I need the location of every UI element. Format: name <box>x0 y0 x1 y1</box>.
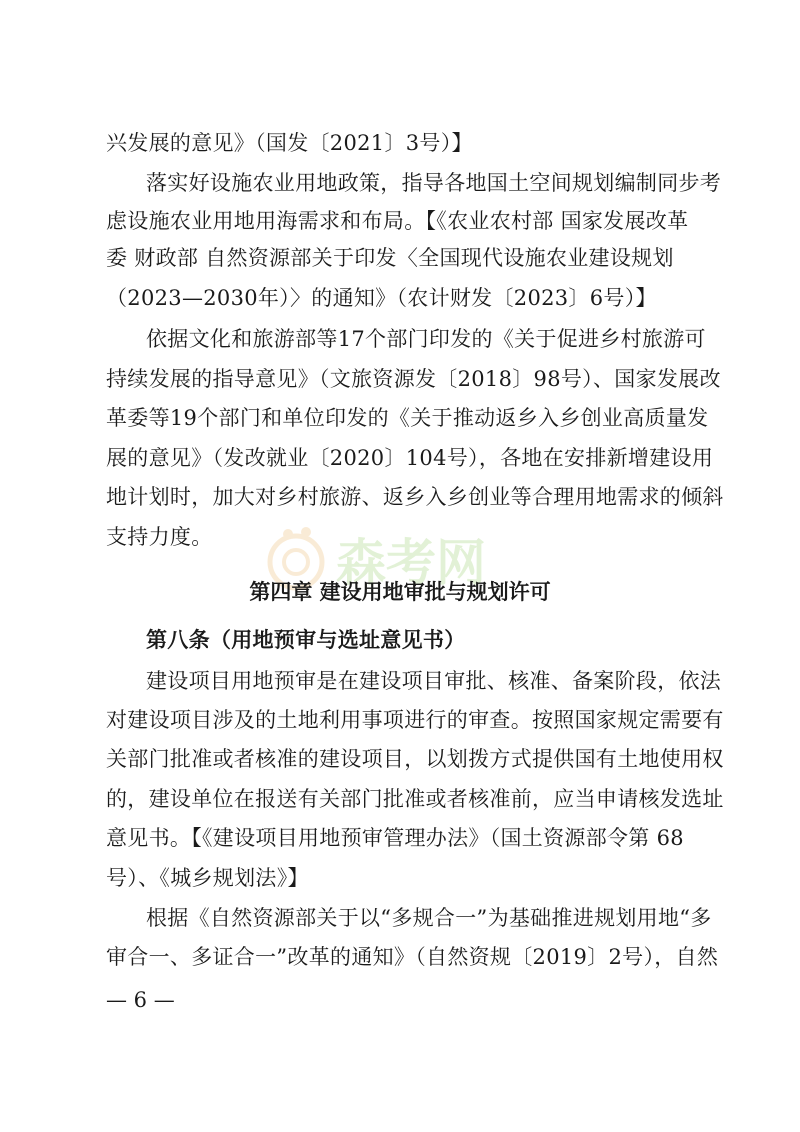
paragraph-line: 根据《自然资源部关于以“多规合一”为基础推进规划用地“多 <box>146 906 712 930</box>
paragraph-line: 落实好设施农业用地政策，指导各地国土空间规划编制同步考 <box>146 171 722 195</box>
paragraph-line: 委 财政部 自然资源部关于印发〈全国现代设施农业建设规划 <box>106 246 674 270</box>
paragraph-line: 建设项目用地预审是在建设项目审批、核准、备案阶段，依法 <box>146 669 722 693</box>
paragraph-line: 革委等19个部门和单位印发的《关于推动返乡入乡创业高质量发 <box>106 406 709 430</box>
paragraph-line: 持续发展的指导意见》（文旅资源发〔2018〕98号）、国家发展改 <box>106 367 721 391</box>
paragraph-line: 审合一、多证合一”改革的通知》（自然资规〔2019〕2号），自然 <box>106 945 719 969</box>
paragraph-line: 展的意见》（发改就业〔2020〕104号），各地在安排新增建设用 <box>106 446 714 470</box>
paragraph-line: 依据文化和旅游部等17个部门印发的《关于促进乡村旅游可 <box>146 327 706 351</box>
paragraph-line: 兴发展的意见》（国发〔2021〕3号）】 <box>106 131 473 155</box>
page-number: — 6 — <box>106 988 175 1012</box>
watermark-text: 森考网 <box>336 534 486 592</box>
paragraph-line: 号）、《城乡规划法》】 <box>106 866 309 890</box>
paragraph-line: 意见书。【《建设项目用地预审管理办法》（国土资源部令第 68 <box>106 826 684 850</box>
paragraph-line: 虑设施农业用地用海需求和布局。【《农业农村部 国家发展改革 <box>106 209 689 233</box>
chapter-heading: 第四章 建设用地审批与规划许可 <box>249 580 551 604</box>
paragraph-line: 地计划时，加大对乡村旅游、返乡入乡创业等合理用地需求的倾斜 <box>106 485 724 509</box>
article-heading: 第八条（用地预审与选址意见书） <box>146 628 466 652</box>
paragraph-line: 的，建设单位在报送有关部门批准或者核准前，应当申请核发选址 <box>106 787 724 811</box>
paragraph-line: （2023—2030年）〉的通知》（农计财发〔2023〕6号）】 <box>106 286 657 310</box>
paragraph-line: 关部门批准或者核准的建设项目，以划拨方式提供国有土地使用权 <box>106 747 724 771</box>
paragraph-line: 支持力度。 <box>106 525 213 549</box>
paragraph-line: 对建设项目涉及的土地利用事项进行的审查。按照国家规定需要有 <box>106 708 724 732</box>
